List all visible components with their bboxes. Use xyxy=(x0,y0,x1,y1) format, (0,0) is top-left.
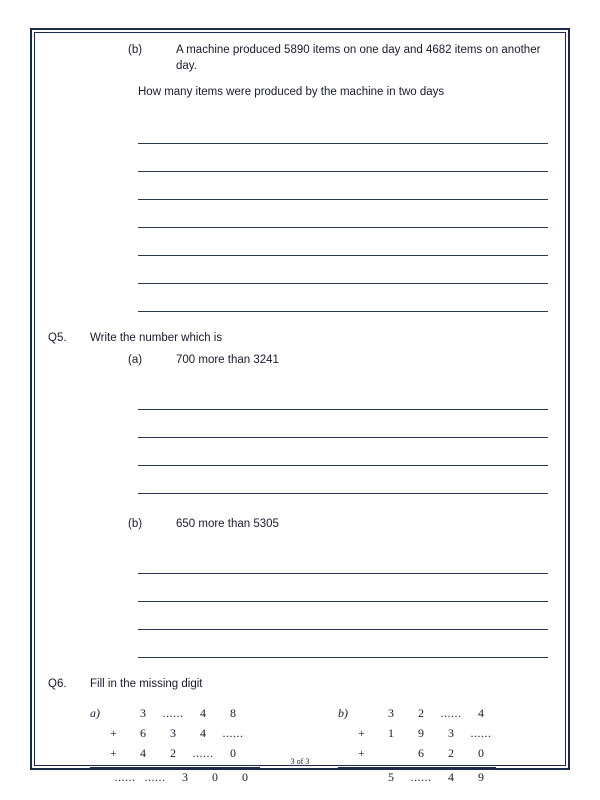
answer-line[interactable] xyxy=(138,466,548,494)
answer-line[interactable] xyxy=(138,438,548,466)
q4b-text-line2: How many items were produced by the machine in two days xyxy=(138,86,445,98)
sum-operator: + xyxy=(110,726,117,740)
sum-digit: 3 xyxy=(140,706,146,720)
q5-prompt: Write the number which is xyxy=(90,332,223,344)
sum-digit: 9 xyxy=(418,726,424,740)
sum-digit: 0 xyxy=(212,770,218,784)
sum-digit: 3 xyxy=(170,726,176,740)
sum-digit: 6 xyxy=(140,726,146,740)
sum-digit: 3 xyxy=(448,726,454,740)
sum-digit: 0 xyxy=(242,770,248,784)
sum-digit: 4 xyxy=(140,746,146,760)
sum-row xyxy=(90,706,260,726)
sum-digit[interactable]: ...... xyxy=(192,746,214,760)
question-5 xyxy=(48,330,548,346)
q4b-sublabel: (b) xyxy=(128,44,143,56)
answer-line[interactable] xyxy=(138,200,548,228)
answer-line[interactable] xyxy=(138,574,548,602)
q4b-text-line1: A machine produced 5890 items on one day and 4682 items on another day. xyxy=(176,44,541,72)
q5a-text: 700 more than 3241 xyxy=(176,354,279,366)
sum-b-label: b) xyxy=(338,706,348,720)
sum-total-b xyxy=(338,767,496,785)
sum-operator: + xyxy=(110,746,117,760)
sum-digit: 4 xyxy=(478,706,484,720)
sum-digit[interactable]: ...... xyxy=(114,770,136,784)
sum-digit[interactable]: ...... xyxy=(222,726,244,740)
q5-number: Q5. xyxy=(48,332,67,344)
sum-row xyxy=(338,726,496,746)
question-5a xyxy=(48,352,548,368)
sum-row xyxy=(338,706,496,726)
missing-digit-sums xyxy=(90,706,548,785)
sum-digit[interactable]: ...... xyxy=(470,726,492,740)
sum-digit: 2 xyxy=(418,706,424,720)
sum-digit: 8 xyxy=(230,706,236,720)
sum-digit: 3 xyxy=(388,706,394,720)
answer-line[interactable] xyxy=(138,284,548,312)
answer-line[interactable] xyxy=(138,382,548,410)
sum-digit: 5 xyxy=(388,770,394,784)
sum-digit: 4 xyxy=(448,770,454,784)
answer-line[interactable] xyxy=(138,144,548,172)
sum-digit: 4 xyxy=(200,706,206,720)
sum-block-b xyxy=(338,706,496,785)
q5b-label: (b) xyxy=(128,518,143,530)
sum-operator: + xyxy=(358,726,365,740)
q6-prompt: Fill in the missing digit xyxy=(90,678,203,690)
page-footer: 3 of 3 xyxy=(290,757,310,766)
q5b-answer-area[interactable] xyxy=(138,546,548,658)
q5a-label: (a) xyxy=(128,354,143,366)
sum-digit[interactable]: ...... xyxy=(144,770,166,784)
answer-line[interactable] xyxy=(138,172,548,200)
sum-digit: 2 xyxy=(448,746,454,760)
q6-number: Q6. xyxy=(48,678,67,690)
sum-a-label: a) xyxy=(90,706,100,720)
answer-line[interactable] xyxy=(138,630,548,658)
sum-digit: 0 xyxy=(478,746,484,760)
q5a-answer-area[interactable] xyxy=(138,382,548,494)
q4b-answer-area[interactable] xyxy=(138,116,548,312)
sum-digit: 2 xyxy=(170,746,176,760)
sum-digit: 3 xyxy=(182,770,188,784)
sum-digit: 0 xyxy=(230,746,236,760)
question-5b xyxy=(48,516,548,532)
sum-digit: 9 xyxy=(478,770,484,784)
sum-row xyxy=(90,726,260,746)
question-4b xyxy=(48,42,548,74)
answer-line[interactable] xyxy=(138,546,548,574)
sum-digit: 4 xyxy=(200,726,206,740)
sum-total-a xyxy=(90,767,260,785)
sum-digit: 1 xyxy=(388,726,394,740)
answer-line[interactable] xyxy=(138,410,548,438)
q5b-text: 650 more than 5305 xyxy=(176,518,279,530)
answer-line[interactable] xyxy=(138,116,548,144)
sum-digit[interactable]: ...... xyxy=(440,706,462,720)
sum-block-a xyxy=(90,706,260,785)
sum-digit[interactable]: ...... xyxy=(410,770,432,784)
sum-digit[interactable]: ...... xyxy=(162,706,184,720)
answer-line[interactable] xyxy=(138,256,548,284)
answer-line[interactable] xyxy=(138,228,548,256)
sum-digit: 6 xyxy=(418,746,424,760)
answer-line[interactable] xyxy=(138,602,548,630)
sum-operator: + xyxy=(358,746,365,760)
question-6 xyxy=(48,676,548,692)
